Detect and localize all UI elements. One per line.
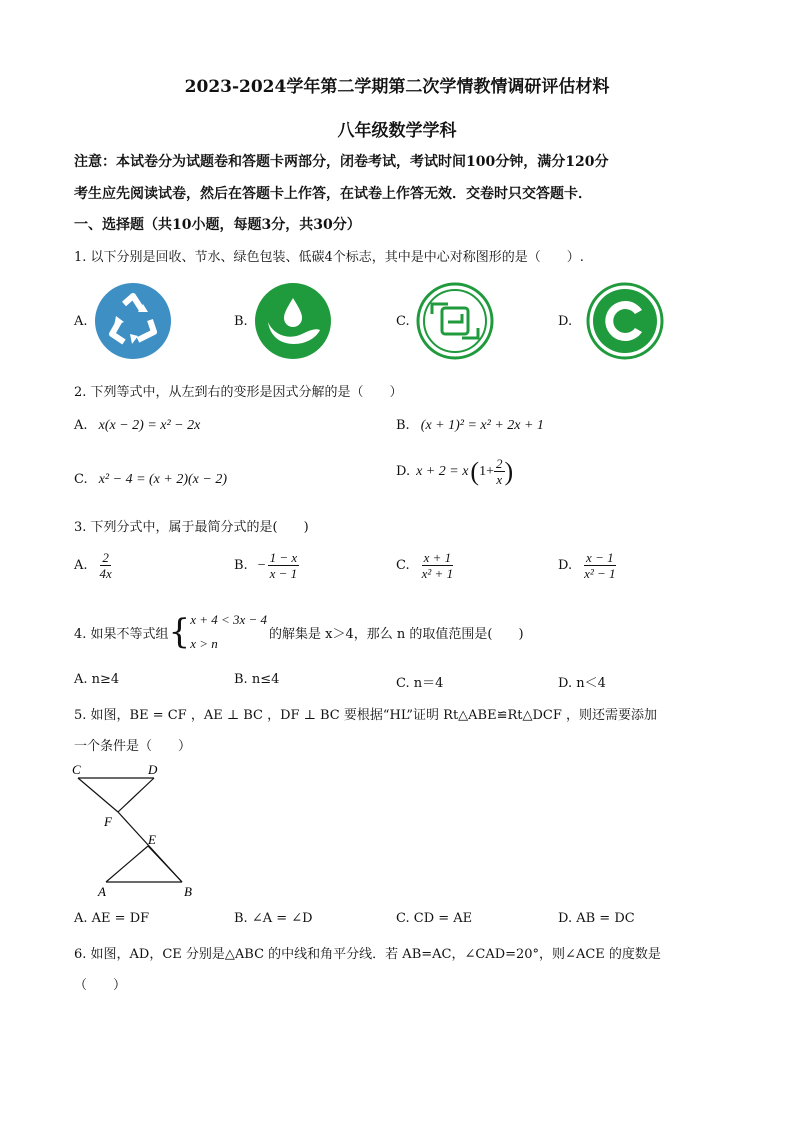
q2-option-d-paren-close: ) [504, 456, 514, 486]
q5-label-d: D [148, 762, 158, 777]
q2-option-b-label: B. [396, 418, 410, 433]
q2-option-b [396, 414, 544, 434]
q4-stem-prefix: 4. 如果不等式组 [74, 626, 169, 642]
q4-system-line-2: x > n [190, 636, 218, 651]
q2-option-d-paren-open: ( [470, 456, 480, 486]
q5-option-c: C. CD = AE [396, 911, 473, 926]
q2-option-a [74, 414, 200, 434]
q3-option-d [558, 550, 618, 581]
q2-option-d-den: x [496, 472, 503, 487]
q3-option-d-fraction [582, 550, 617, 581]
q4-system [190, 608, 267, 656]
q2-option-b-expr: (x + 1)² = x² + 2x + 1 [420, 418, 544, 433]
q1-option-a-label: A. [74, 314, 88, 329]
q3-option-a-fraction [98, 550, 114, 581]
q4-option-b: B. n≤4 [234, 672, 280, 687]
q3-option-b-fraction [268, 550, 300, 581]
q2-option-a-label: A. [74, 418, 88, 433]
water-saving-logo-icon [254, 282, 332, 360]
q5-label-a: A [98, 884, 106, 899]
q2-option-c-expr: x² − 4 = (x + 2)(x − 2) [98, 472, 227, 487]
q4-option-c: C. n＝4 [396, 676, 444, 691]
q2-option-a-expr: x(x − 2) = x² − 2x [98, 418, 201, 433]
notice-line-1: 注意：本试卷分为试题卷和答题卡两部分，闭卷考试，考试时间100分钟，满分120分 [74, 154, 609, 170]
q3-option-c-fraction [420, 550, 455, 581]
question-3-stem: 3. 下列分式中，属于最简分式的是( ) [74, 520, 309, 535]
q4-option-a: A. n≥4 [74, 672, 120, 687]
notice-line-2: 考生应先阅读试卷，然后在答题卡上作答，在试卷上作答无效．交卷时只交答题卡． [74, 186, 592, 202]
q3-option-a [74, 550, 114, 581]
q3-option-c-num: x + 1 [423, 550, 452, 565]
exam-subtitle: 八年级数学学科 [337, 121, 457, 141]
q5-option-a: A. AE = DF [74, 911, 150, 926]
q4-system-line-1: x + 4 < 3x − 4 [190, 612, 268, 627]
q3-option-a-label: A. [74, 558, 88, 573]
q3-option-b-sign: − [257, 557, 266, 573]
q3-option-b-den: x − 1 [269, 566, 298, 581]
q3-option-b [234, 550, 299, 581]
q2-option-d-fraction [494, 456, 505, 487]
question-6-stem-line-2: （ ） [74, 978, 127, 993]
question-5-stem-line-2: 一个条件是（ ） [74, 739, 192, 754]
q2-option-d-one: 1+ [479, 463, 494, 479]
q3-option-c-label: C. [396, 558, 410, 573]
question-4-stem [74, 608, 524, 656]
q3-option-b-label: B. [234, 558, 248, 573]
q5-option-b: B. ∠A = ∠D [234, 911, 313, 926]
q3-option-b-num: 1 − x [269, 550, 298, 565]
q3-option-c-den: x² + 1 [421, 566, 454, 581]
q5-label-c: C [72, 762, 81, 777]
q3-option-a-den: 4x [99, 566, 112, 581]
green-packaging-logo-icon [416, 282, 494, 360]
section-heading: 一、选择题（共10小题，每题3分，共30分） [74, 217, 361, 233]
question-1-stem: 1. 以下分别是回收、节水、绿色包装、低碳4个标志，其中是中心对称图形的是（ ）. [74, 250, 584, 265]
q2-option-d-expr: x + 2 = x [416, 463, 469, 479]
q4-option-d: D. n＜4 [558, 676, 606, 691]
q2-option-c [74, 468, 227, 488]
question-2-stem: 2. 下列等式中，从左到右的变形是因式分解的是（ ） [74, 385, 403, 400]
q5-geometry-figure [64, 760, 204, 900]
q5-label-f: F [104, 814, 112, 829]
q2-option-d-num: 2 [496, 456, 503, 471]
question-5-stem-line-1: 5. 如图，BE = CF ，AE ⊥ BC ，DF ⊥ BC 要根据“HL”证明 Rt△ABE≌Rt△DCF ，则还需要添加 [74, 708, 658, 723]
q5-option-d: D. AB = DC [558, 911, 635, 926]
low-carbon-logo-icon [586, 282, 664, 360]
q4-stem-suffix: 的解集是 x＞4，那么 n 的取值范围是( ) [269, 626, 524, 642]
q3-option-a-num: 2 [102, 550, 109, 565]
q1-option-b-label: B. [234, 314, 248, 329]
q3-option-d-num: x − 1 [586, 550, 614, 565]
q3-option-d-den: x² − 1 [584, 566, 616, 581]
q1-option-d-label: D. [558, 314, 573, 329]
question-6-stem-line-1: 6. 如图，AD，CE 分别是△ABC 的中线和角平分线．若 AB=AC，∠CAD=20°，则∠ACE 的度数是 [74, 947, 661, 962]
q4-brace: { [168, 612, 191, 652]
q2-option-d-label: D. [396, 464, 411, 479]
q5-label-b: B [184, 884, 192, 899]
q5-label-e: E [148, 832, 156, 847]
q3-option-c [396, 550, 455, 581]
q3-option-d-label: D. [558, 558, 573, 573]
exam-title: 2023-2024学年第二学期第二次学情教情调研评估材料 [184, 77, 610, 97]
q2-option-c-label: C. [74, 472, 88, 487]
q2-option-d [396, 456, 513, 487]
recycle-logo-icon [94, 282, 172, 360]
q1-option-c-label: C. [396, 314, 410, 329]
